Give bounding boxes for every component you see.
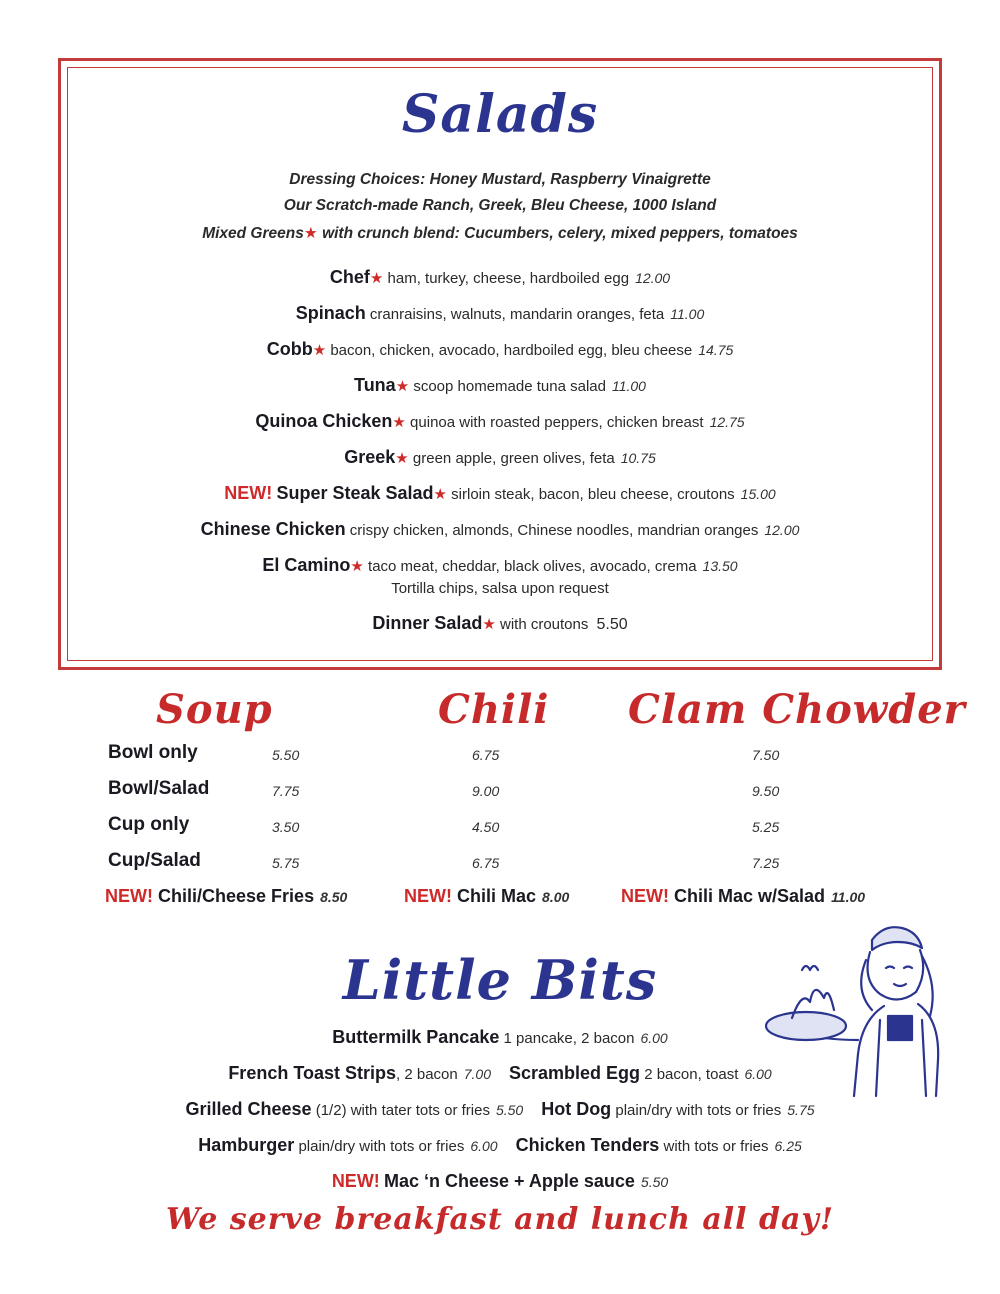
- little-bits-hot-dog: [541, 1099, 815, 1119]
- new-badge: NEW!: [331, 1171, 380, 1191]
- item-name: Chili/Cheese Fries: [158, 886, 315, 906]
- item-desc: plain/dry with tots or fries: [298, 1138, 465, 1155]
- star-icon: ★: [395, 378, 410, 395]
- row-label-bowl-only: Bowl only: [108, 742, 198, 763]
- item-name: El Camino: [262, 555, 351, 575]
- item-desc: cranraisins, walnuts, mandarin oranges, feta: [369, 306, 665, 323]
- item-price: 8.50: [320, 889, 348, 905]
- item-name: French Toast Strips: [228, 1063, 397, 1083]
- item-name: Chicken Tenders: [515, 1135, 660, 1155]
- item-price: 6.00: [640, 1030, 668, 1046]
- new-badge: NEW!: [621, 886, 669, 906]
- star-icon: ★: [312, 342, 327, 359]
- new-badge: NEW!: [404, 886, 452, 906]
- little-bits-title: Little Bits: [342, 948, 658, 1012]
- row-label-cup-only: Cup only: [108, 814, 190, 835]
- star-icon: ★: [369, 270, 384, 287]
- chili-price: 9.00: [472, 783, 500, 799]
- item-desc: quinoa with roasted peppers, chicken breast: [410, 414, 704, 431]
- new-chili-mac: [404, 886, 569, 907]
- item-price: 12.00: [764, 522, 800, 538]
- item-price: 10.75: [620, 450, 656, 466]
- dressing-line-2: Our Scratch-made Ranch, Greek, Bleu Cheese, 1000 Island: [283, 197, 717, 214]
- salad-item-quinoa-chicken: [0, 411, 1000, 432]
- item-name: Super Steak Salad: [276, 483, 434, 503]
- item-desc: scoop homemade tuna salad: [413, 378, 606, 395]
- item-desc: crispy chicken, almonds, Chinese noodles, mandrian oranges: [349, 522, 759, 539]
- soup-price: 7.75: [272, 783, 300, 799]
- little-bits-french-toast: [228, 1063, 491, 1083]
- soup-price: 3.50: [272, 819, 300, 835]
- item-desc: 2 bacon, toast: [644, 1066, 739, 1083]
- little-bits-scrambled-egg: [508, 1063, 772, 1083]
- chili-price: 4.50: [472, 819, 500, 835]
- item-desc: green apple, green olives, feta: [412, 450, 615, 467]
- item-desc: sirloin steak, bacon, bleu cheese, croutons: [451, 486, 735, 503]
- item-desc: ham, turkey, cheese, hardboiled egg: [387, 270, 630, 287]
- item-price: 7.00: [463, 1066, 491, 1082]
- item-desc: with tots or fries: [663, 1138, 769, 1155]
- item-price: 5.50: [596, 616, 628, 633]
- soup-price: 5.50: [272, 747, 300, 763]
- salad-item-tuna: [0, 375, 1000, 396]
- item-price: 8.00: [542, 889, 570, 905]
- item-name: Chef: [329, 267, 370, 287]
- item-price: 12.00: [635, 270, 671, 286]
- item-desc: (1/2) with tater tots or fries: [315, 1102, 490, 1119]
- row-label-cup-salad: Cup/Salad: [108, 850, 201, 871]
- little-bits-row-2: [0, 1063, 1000, 1084]
- item-price: 13.50: [702, 558, 738, 574]
- item-name: Mac ‘n Cheese + Apple sauce: [383, 1171, 635, 1191]
- chili-price: 6.75: [472, 747, 500, 763]
- item-price: 5.50: [495, 1102, 524, 1118]
- item-price: 14.75: [698, 342, 734, 358]
- item-name: Hot Dog: [541, 1099, 612, 1119]
- clam-chowder-heading: Clam Chowder: [628, 686, 966, 733]
- item-price: 6.00: [744, 1066, 772, 1082]
- item-price: 11.00: [611, 378, 646, 394]
- item-name: Buttermilk Pancake: [332, 1027, 500, 1047]
- mixed-greens-desc: with crunch blend: Cucumbers, celery, mixed peppers, tomatoes: [322, 225, 798, 242]
- item-name: Tuna: [354, 375, 396, 395]
- item-name: Spinach: [295, 303, 366, 323]
- little-bits-row-3: [0, 1099, 1000, 1120]
- item-price: 11.00: [670, 306, 705, 322]
- el-camino-note: Tortilla chips, salsa upon request: [391, 580, 609, 597]
- item-name: Quinoa Chicken: [255, 411, 393, 431]
- row-label-bowl-salad: Bowl/Salad: [108, 778, 210, 799]
- item-name: Hamburger: [198, 1135, 295, 1155]
- item-price: 5.50: [640, 1174, 669, 1190]
- item-price: 11.00: [831, 889, 866, 905]
- item-name: Greek: [344, 447, 396, 467]
- chowder-price: 7.50: [752, 747, 780, 763]
- star-icon: ★: [482, 616, 496, 633]
- item-name: Chinese Chicken: [200, 519, 346, 539]
- chowder-price: 5.25: [752, 819, 780, 835]
- item-name: Cobb: [266, 339, 313, 359]
- little-bits-hamburger: [198, 1135, 498, 1155]
- chili-price: 6.75: [472, 855, 500, 871]
- item-desc: taco meat, cheddar, black olives, avocado, crema: [368, 558, 697, 575]
- item-name: Chili Mac w/Salad: [674, 886, 826, 906]
- salads-title: Salads: [401, 84, 599, 145]
- item-name: Grilled Cheese: [185, 1099, 312, 1119]
- little-bits-pancake: [0, 1027, 1000, 1048]
- item-price: 12.75: [709, 414, 745, 430]
- item-desc: with croutons: [499, 616, 589, 633]
- chili-heading: Chili: [438, 686, 550, 733]
- star-icon: ★: [395, 450, 409, 467]
- star-icon: ★: [303, 225, 318, 242]
- mixed-greens-label: Mixed Greens: [202, 225, 304, 242]
- salads-frame: [58, 58, 942, 670]
- item-name: Chili Mac: [457, 886, 537, 906]
- mixed-greens-line: [0, 224, 1000, 243]
- item-price: 6.25: [774, 1138, 802, 1154]
- chowder-price: 9.50: [752, 783, 780, 799]
- little-bits-grilled-cheese: [185, 1099, 524, 1119]
- item-desc: , 2 bacon: [396, 1066, 458, 1083]
- chowder-price: 7.25: [752, 855, 780, 871]
- star-icon: ★: [350, 558, 364, 575]
- new-chili-mac-salad: [621, 886, 865, 907]
- salad-item-chef: [0, 267, 1000, 288]
- star-icon: ★: [433, 486, 447, 503]
- new-badge: NEW!: [224, 483, 273, 503]
- item-desc: 1 pancake, 2 bacon: [503, 1030, 635, 1047]
- salad-item-cobb: [0, 339, 1000, 360]
- salad-item-spinach: [0, 303, 1000, 324]
- little-bits-chicken-tenders: [515, 1135, 802, 1155]
- salad-item-super-steak: [0, 483, 1000, 504]
- soup-price: 5.75: [272, 855, 300, 871]
- star-icon: ★: [392, 414, 406, 431]
- new-chili-cheese-fries: [105, 886, 347, 907]
- tagline: We serve breakfast and lunch all day!: [165, 1202, 835, 1237]
- item-desc: plain/dry with tots or fries: [615, 1102, 782, 1119]
- salad-item-dinner-salad: [0, 613, 1000, 634]
- item-desc: bacon, chicken, avocado, hardboiled egg, bleu cheese: [330, 342, 693, 359]
- item-price: 5.75: [787, 1102, 815, 1118]
- item-price: 6.00: [470, 1138, 498, 1154]
- item-name: Dinner Salad: [372, 613, 483, 633]
- little-bits-mac-cheese: [0, 1171, 1000, 1192]
- salad-item-greek: [0, 447, 1000, 468]
- item-price: 15.00: [740, 486, 776, 502]
- item-name: Scrambled Egg: [508, 1063, 641, 1083]
- new-badge: NEW!: [105, 886, 153, 906]
- dressing-line-1: Dressing Choices: Honey Mustard, Raspberry Vinaigrette: [289, 171, 711, 188]
- salad-item-chinese-chicken: [0, 519, 1000, 540]
- salad-item-el-camino: [0, 555, 1000, 576]
- soup-heading: Soup: [156, 686, 273, 733]
- little-bits-row-4: [0, 1135, 1000, 1156]
